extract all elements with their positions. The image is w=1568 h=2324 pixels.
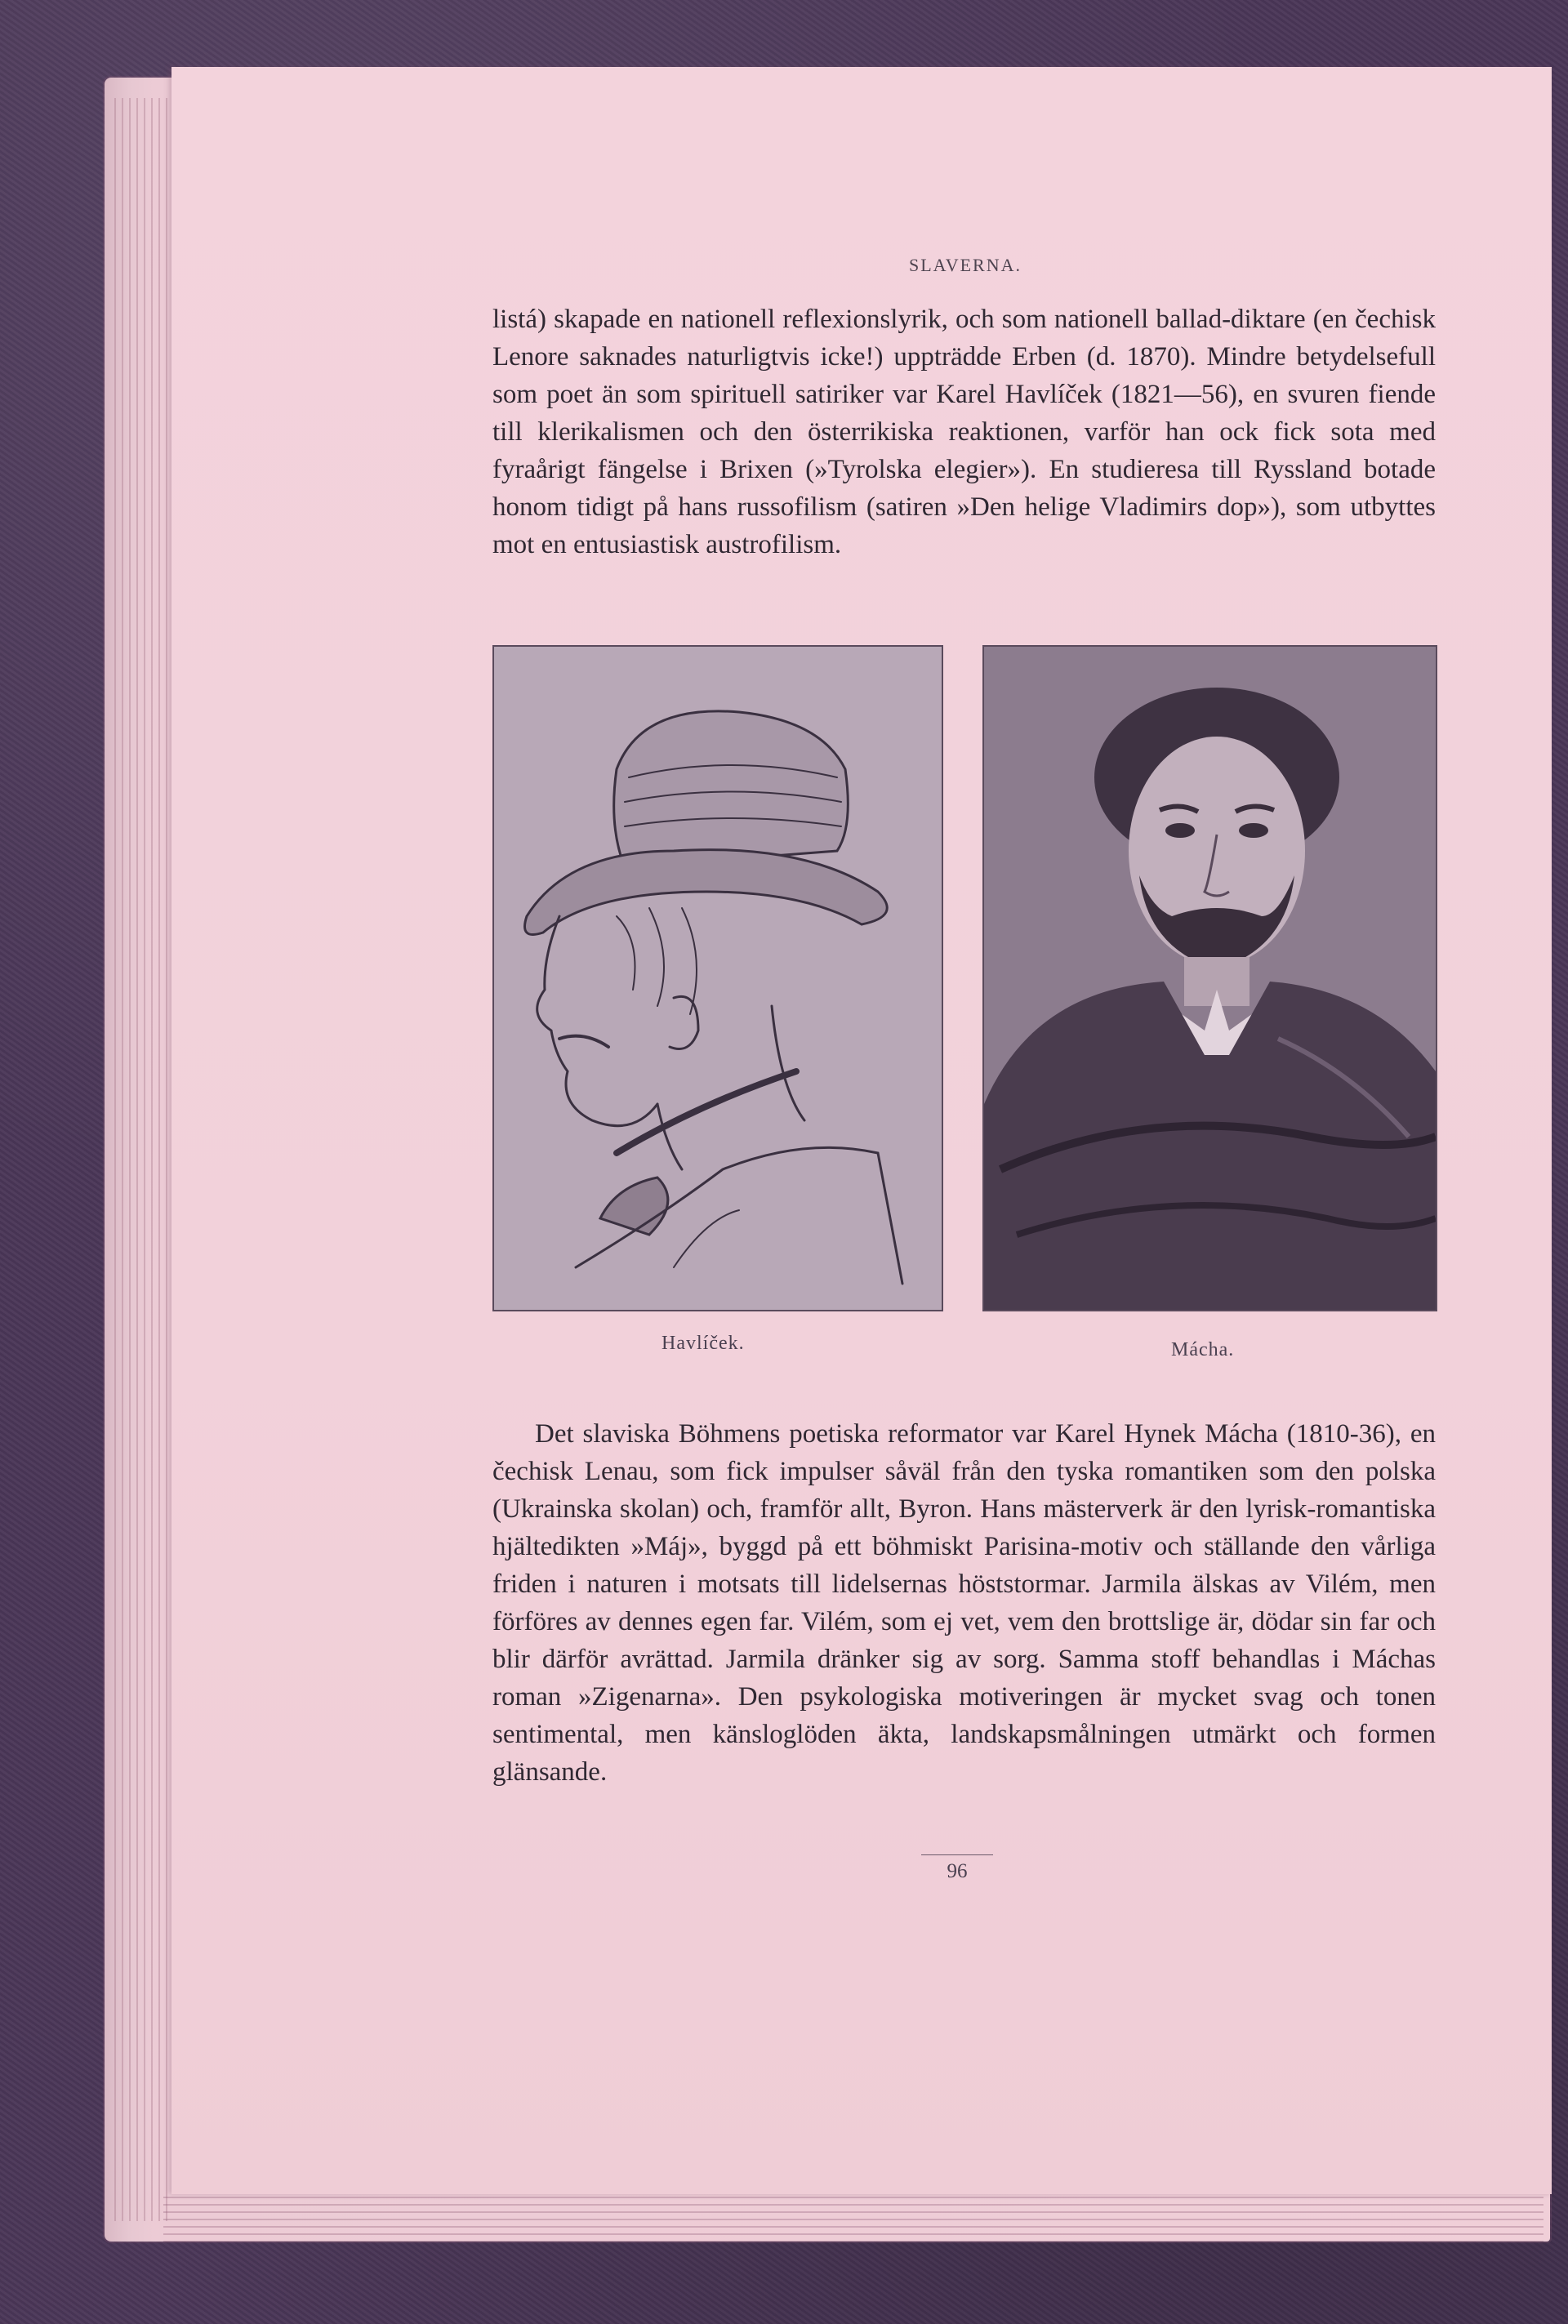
page-bottom-edges <box>163 2197 1544 2242</box>
running-head: SLAVERNA. <box>908 255 1022 275</box>
page-number: 96 <box>947 1860 968 1882</box>
body-paragraph-2 <box>492 1415 1436 1791</box>
havlicek-sketch-icon <box>494 647 942 1310</box>
folio-rule <box>921 1854 993 1855</box>
macha-engraving-icon <box>984 647 1436 1310</box>
paragraph-text: listá) skapade en nationell reflexionslyrik, och som nationell ballad-diktare (en čechisk Lenore saknades naturligtvis icke!) uppträdde Erben (d. 1870). Mindre betydelsefull som poet än som spirituell satiriker var Karel Havlíček (1821—56), en svuren fiende till klerikalismen och den österrikiska reaktionen, varför han ock fick sota med fyraårigt fängelse i Brixen (»Tyrolska elegier»). En studieresa till Ryssland botade honom tidigt på hans russofilism (satiren »Den helige Vladimirs dop»), som utbyttes mot en entusiastisk austrofilism. <box>492 305 1436 559</box>
macha-caption: Mácha. <box>1171 1339 1235 1360</box>
page-edge-lines <box>114 98 172 2221</box>
macha-portrait <box>982 645 1437 1311</box>
havlicek-portrait <box>492 645 943 1311</box>
paragraph-text: Det slaviska Böhmens poetiska reformator var Karel Hynek Mácha (1810-36), en čechisk Lenau, som fick impulser såväl från den tyska romantiken som den polska (Ukrainska skolan) och, framför allt, Byron. Hans mästerverk är den lyrisk-romantiska hjältedikten »Máj», byggd på ett böhmiskt Parisina-motiv och ställande den vårliga friden i naturen i motsats till lidelsernas höststormar. Jarmila älskas av Vilém, men förföres av dennes egen far. Vilém, som ej vet, vem den brottslige är, dödar sin far och blir därför avrättad. Jarmila dränker sig av sorg. Samma stoff behandlas i Máchas roman »Zigenarna». Den psykologiska motiveringen är mycket svag och tonen sentimental, men känsloglöden äkta, landskapsmålningen utmärkt och formen glänsande. <box>492 1419 1436 1787</box>
havlicek-caption: Havlíček. <box>662 1333 745 1354</box>
body-paragraph-1 <box>492 301 1436 563</box>
